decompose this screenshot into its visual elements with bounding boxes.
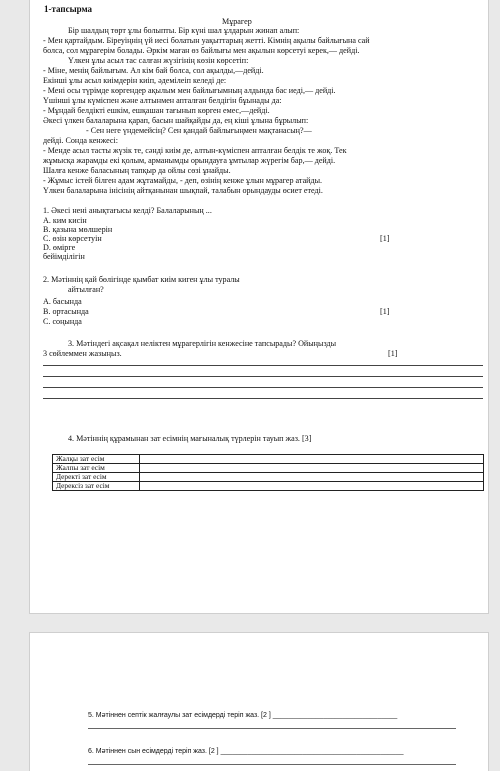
- points: [1]: [388, 349, 398, 358]
- story-line: Әкесі үлкен балаларына қарап, басын шайқайды да, ең кіші ұлына бұрылып:: [43, 116, 309, 125]
- story-line: - Мен қартайдым. Біреуіңнің үй иесі болатын уақыттарың жетті. Кімнің ақылы байлығына сай: [43, 36, 370, 45]
- answer-line[interactable]: [43, 365, 483, 366]
- question-3: 3. Мәтіндегі ақсақал неліктен мұрагерлігін кенжесіне тапсырады? Ойыңызды: [68, 339, 337, 348]
- story-line: Екінші ұлы асыл киімдерін киіп, әдемілеіп келеді де:: [43, 76, 227, 85]
- story-line: Үшінші ұлы күміспен және алтынмен апталған белдігін бұынады да:: [43, 96, 282, 105]
- story-line: - Сен неге үндемейсің? Сен қандай байлығыңмен мақтанасың?—: [86, 126, 312, 135]
- row-label: Жалпы зат есім: [53, 464, 140, 473]
- answer-cell[interactable]: [140, 464, 484, 473]
- table-row: [53, 473, 484, 482]
- question-4: 4. Мәтіннің құрамынан зат есімнің мағыналық түрлерін тауып жаз. [3]: [68, 434, 312, 443]
- answer-line[interactable]: [43, 398, 483, 399]
- table-row: [53, 464, 484, 473]
- option: C. соңында: [43, 317, 82, 326]
- option: бейімділігін: [43, 252, 85, 261]
- table-row: [53, 482, 484, 491]
- story-line: Шалға кенже баласының тапқыр да ойлы сөзі ұнайды.: [43, 166, 231, 175]
- story-line: дейді. Сонда кенжесі:: [43, 136, 118, 145]
- story-line: - Мұндай белдікті ешкім, ешқашан тағынып көрген емес,—дейді.: [43, 106, 270, 115]
- story-line: - Міне, менің байлығым. Ал кім бай болса, сол ақылды,—дейді.: [43, 66, 264, 75]
- points: [1]: [380, 234, 390, 243]
- story-line: - Жұмыс істей білген адам жұтамайды, - деп, өзінің кенже ұлын мұрагер атайды.: [43, 176, 323, 185]
- story-line: Үлкен ұлы асыл тас салған жүзігінің көзін көрсетіп:: [68, 56, 249, 65]
- table-row: [53, 455, 484, 464]
- question-2: 2. Мәтіннің қай бөлігінде қымбат киім киген ұлы туралы: [43, 275, 240, 284]
- row-label: Жалқы зат есім: [53, 455, 140, 464]
- worksheet-page-2: [29, 632, 489, 771]
- noun-types-table: [52, 454, 484, 491]
- row-label: Деректі зат есім: [53, 473, 140, 482]
- story-line: болса, сол мұрагерім болады. Әркім маған өз байлығы мен ақылын көрсетуі керек,— дейді.: [43, 46, 360, 55]
- story-line: - Мені осы түрімде көргендер ақылым мен байлығымның алдында бас иеді,— дейді.: [43, 86, 336, 95]
- story-line: - Менде асыл тасты жүзік те, сәнді киім де, алтын-күміспен апталған белдік те жоқ. Тек: [43, 146, 347, 155]
- answer-line[interactable]: [88, 728, 456, 729]
- answer-cell[interactable]: [140, 473, 484, 482]
- option: A. ким кисін: [43, 216, 87, 225]
- answer-line[interactable]: [88, 764, 456, 765]
- option: D. өмірге: [43, 243, 76, 252]
- option: C. өзін көрсетуін: [43, 234, 102, 243]
- answer-line[interactable]: [43, 387, 483, 388]
- story-intro: Бір шалдың төрт ұлы болыпты. Бір күні шал ұлдарын жинап алып:: [68, 26, 300, 35]
- option: B. ортасында: [43, 307, 89, 316]
- story-line: Үлкен балаларына інісінің айтқанынан шықпай, талабын орындауды өсиет етеді.: [43, 186, 323, 195]
- story-line: жұмысқа жарамды екі қолым, арманымды орындауға ұмтылар жүрегім бар,— дейді.: [43, 156, 336, 165]
- answer-cell[interactable]: [140, 455, 484, 464]
- points: [1]: [380, 307, 390, 316]
- option: B. қазына мөлшерін: [43, 225, 113, 234]
- question-3-cont: 3 сөйлеммен жазыңыз.: [43, 349, 122, 358]
- answer-cell[interactable]: [140, 482, 484, 491]
- question-6: 6. Мәтіннен сын есімдерді теріп жаз. [2 ] _______________________________________________: [88, 748, 404, 755]
- row-label: Дерексіз зат есім: [53, 482, 140, 491]
- option: A. басында: [43, 297, 82, 306]
- worksheet-page-1: [29, 0, 489, 614]
- question-2-cont: айтылған?: [68, 285, 104, 294]
- question-5: 5. Мәтіннен септік жалғаулы зат есімдерді теріп жаз. [2 ] ________________________________: [88, 712, 398, 719]
- answer-line[interactable]: [43, 376, 483, 377]
- question-1: 1. Әкесі нені анықтағысы келді? Балаларының ...: [43, 206, 212, 215]
- task-heading: 1-тапсырма: [44, 4, 93, 14]
- story-title: Мұрагер: [222, 17, 252, 26]
